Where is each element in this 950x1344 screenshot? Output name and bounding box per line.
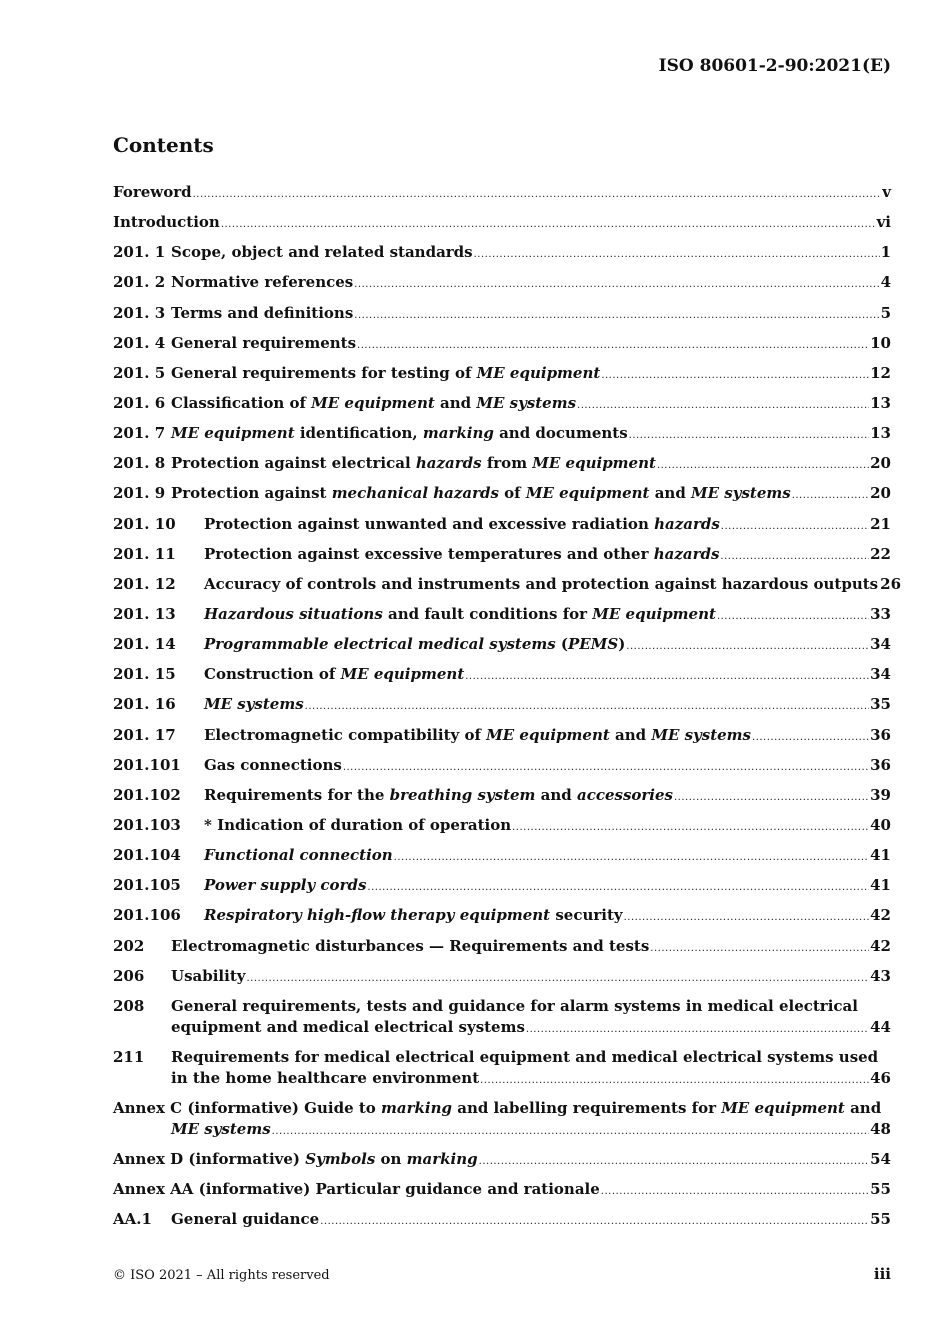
toc-entry-title bbox=[204, 786, 673, 804]
toc-entry-title bbox=[171, 364, 600, 382]
dot-leader bbox=[526, 1024, 869, 1035]
toc-title-segment: and documents bbox=[493, 424, 628, 443]
toc-title-segment: Protection against electrical bbox=[171, 454, 416, 473]
toc-page-number: 33 bbox=[870, 604, 891, 623]
toc-entry[interactable] bbox=[113, 451, 891, 481]
toc-entry[interactable] bbox=[113, 602, 891, 632]
toc-title-segment: ME systems bbox=[691, 484, 791, 503]
toc-section-number: 201. 6 bbox=[113, 393, 166, 412]
toc-entry-title bbox=[171, 484, 791, 502]
dot-leader bbox=[512, 822, 869, 833]
toc-entry-title bbox=[171, 1120, 271, 1138]
toc-title-segment: from bbox=[481, 454, 533, 473]
toc-entry[interactable] bbox=[113, 994, 891, 1045]
toc-title-segment: Protection against bbox=[171, 484, 332, 503]
toc-entry-title bbox=[171, 304, 353, 322]
toc-title-segment: Gas connections bbox=[204, 755, 342, 774]
toc-title-segment: mechanical hazards bbox=[331, 484, 499, 503]
toc-page-number: 20 bbox=[870, 484, 891, 503]
toc-title-segment: Symbols bbox=[305, 1149, 376, 1168]
toc-title-segment: ME equipment bbox=[476, 363, 601, 382]
toc-title-segment: Hazardous situations bbox=[204, 604, 383, 623]
toc-entry-title bbox=[204, 635, 625, 653]
dot-leader bbox=[474, 249, 880, 260]
dot-leader bbox=[629, 430, 869, 441]
toc-entry-title bbox=[171, 454, 656, 472]
toc-section-number: 201. 14 bbox=[113, 635, 176, 654]
toc-title-segment: Classification of bbox=[171, 393, 312, 412]
toc-page-number: 12 bbox=[870, 363, 891, 382]
toc-title-segment: and fault conditions for bbox=[382, 604, 593, 623]
toc-entry-title bbox=[204, 515, 720, 533]
dot-leader bbox=[394, 852, 869, 863]
toc-title-segment: Respiratory high-flow therapy equipment bbox=[204, 906, 551, 925]
toc-page-number: 41 bbox=[870, 876, 891, 895]
toc-entry[interactable] bbox=[113, 391, 891, 421]
contents-title: Contents bbox=[113, 133, 214, 157]
toc-title-segment: Normative references bbox=[171, 273, 354, 292]
toc-entry-title bbox=[171, 424, 628, 442]
toc-title-segment: Electromagnetic compatibility of bbox=[204, 725, 487, 744]
toc-page-number: 48 bbox=[870, 1119, 891, 1138]
page-number: iii bbox=[873, 1265, 891, 1283]
toc-entry-title bbox=[171, 1210, 319, 1228]
toc-section-number: 201.105 bbox=[113, 876, 181, 895]
toc-page-number: 10 bbox=[870, 333, 891, 352]
toc-page-number: 54 bbox=[870, 1149, 891, 1168]
toc-section-number: 201.101 bbox=[113, 755, 181, 774]
toc-section-number: 211 bbox=[113, 1047, 145, 1066]
toc-title-segment: General requirements bbox=[171, 333, 357, 352]
toc-entry[interactable] bbox=[113, 1177, 891, 1207]
dot-leader bbox=[320, 1216, 869, 1227]
toc-section-number: 206 bbox=[113, 966, 145, 985]
toc-entry-title bbox=[204, 605, 716, 623]
toc-section-number: 201. 8 bbox=[113, 454, 166, 473]
toc-page-number: 36 bbox=[870, 725, 891, 744]
toc-entry[interactable] bbox=[113, 1147, 891, 1177]
toc-entry[interactable] bbox=[113, 1096, 891, 1147]
dot-leader bbox=[357, 340, 869, 351]
toc-page-number: 13 bbox=[870, 424, 891, 443]
toc-title-segment: ME equipment bbox=[592, 604, 716, 623]
toc-title-segment: Annex AA (informative) Particular guidance and rationale bbox=[113, 1179, 600, 1198]
dot-leader bbox=[650, 943, 869, 954]
toc-entry[interactable] bbox=[113, 180, 891, 210]
toc-page-number: 26 bbox=[880, 574, 902, 593]
toc-page-number: 44 bbox=[870, 1017, 891, 1036]
toc-title-segment: ME equipment bbox=[721, 1098, 845, 1117]
toc-section-number: 201. 10 bbox=[113, 514, 176, 533]
dot-leader bbox=[465, 671, 869, 682]
toc-entry-title bbox=[204, 665, 464, 683]
toc-section-number: 201.106 bbox=[113, 906, 181, 925]
dot-leader bbox=[657, 460, 869, 471]
dot-leader bbox=[717, 611, 869, 622]
toc-entry-title bbox=[113, 213, 220, 231]
toc-page-number: 40 bbox=[870, 815, 891, 834]
toc-title-segment: ME equipment bbox=[311, 393, 435, 412]
toc-page-number: 21 bbox=[870, 514, 891, 533]
dot-leader bbox=[674, 792, 869, 803]
toc-title-segment: ME equipment bbox=[532, 454, 656, 473]
toc-section-number: 201. 16 bbox=[113, 695, 176, 714]
toc-entry[interactable] bbox=[113, 361, 891, 391]
toc-entry-title bbox=[113, 1099, 881, 1117]
toc-title-segment: Introduction bbox=[113, 213, 220, 232]
toc-entry[interactable] bbox=[113, 542, 891, 572]
toc-entry-title bbox=[171, 334, 356, 352]
toc-title-segment: and bbox=[535, 785, 577, 804]
toc-entry-title bbox=[113, 1150, 478, 1168]
toc-section-number: 201. 9 bbox=[113, 484, 166, 503]
toc-title-segment: and labelling requirements for bbox=[452, 1098, 722, 1117]
toc-entry[interactable] bbox=[113, 753, 891, 783]
toc-entry[interactable] bbox=[113, 843, 891, 873]
toc-title-segment: Annex D (informative) bbox=[113, 1149, 306, 1168]
toc-entry-title bbox=[171, 394, 576, 412]
toc-title-segment: accessories bbox=[576, 785, 673, 804]
toc-page-number: 39 bbox=[870, 785, 891, 804]
toc-entry-title bbox=[171, 273, 353, 291]
toc-title-segment: Functional connection bbox=[204, 846, 393, 865]
toc-entry[interactable] bbox=[113, 964, 891, 994]
dot-leader bbox=[272, 1126, 869, 1137]
toc-title-segment: Scope, object and related standards bbox=[171, 243, 473, 262]
toc-page-number: 22 bbox=[870, 544, 891, 563]
dot-leader bbox=[354, 279, 879, 290]
toc-title-segment: General guidance bbox=[171, 1210, 320, 1229]
toc-entry[interactable] bbox=[113, 723, 891, 753]
toc-entry-title bbox=[204, 545, 719, 563]
toc-entry[interactable] bbox=[113, 1045, 891, 1096]
toc-section-number: 201.104 bbox=[113, 846, 181, 865]
toc-title-segment: ) bbox=[618, 635, 626, 654]
toc-entry-title bbox=[204, 756, 342, 774]
toc-section-number: 201. 3 bbox=[113, 303, 166, 322]
toc-title-segment: marking bbox=[381, 1098, 452, 1117]
toc-entry[interactable] bbox=[113, 632, 891, 662]
toc-entry-title bbox=[171, 243, 473, 261]
toc-entry-title bbox=[204, 575, 878, 593]
toc-entry-title bbox=[171, 967, 245, 985]
toc-title-segment: of bbox=[498, 484, 526, 503]
toc-title-segment: Requirements for the bbox=[204, 785, 390, 804]
dot-leader bbox=[626, 641, 869, 652]
toc-entry[interactable] bbox=[113, 1207, 891, 1237]
toc-title-segment: Foreword bbox=[113, 183, 192, 201]
dot-leader bbox=[792, 490, 869, 501]
toc-title-segment: and bbox=[609, 725, 652, 744]
toc-entry[interactable] bbox=[113, 572, 902, 602]
toc-entry[interactable] bbox=[113, 813, 891, 843]
toc-section-number: 202 bbox=[113, 936, 145, 955]
toc-entry[interactable] bbox=[113, 662, 891, 692]
toc-title-segment: ME systems bbox=[171, 1119, 271, 1138]
toc-page-number: 41 bbox=[870, 846, 891, 865]
toc-entry[interactable] bbox=[113, 331, 891, 361]
toc-title-segment: breathing system bbox=[389, 785, 536, 804]
toc-entry[interactable] bbox=[113, 210, 891, 240]
toc-entry[interactable] bbox=[113, 934, 891, 964]
toc-title-segment: and bbox=[649, 484, 692, 503]
toc-title-segment: identification, bbox=[294, 424, 423, 443]
dot-leader bbox=[601, 370, 869, 381]
dot-leader bbox=[577, 400, 869, 411]
toc-entry[interactable] bbox=[113, 421, 891, 451]
toc-page-number: 20 bbox=[870, 454, 891, 473]
toc-page-number: 46 bbox=[870, 1068, 891, 1087]
toc-section-number: 201. 7 bbox=[113, 424, 166, 443]
toc-page-number: 42 bbox=[870, 936, 891, 955]
dot-leader bbox=[752, 732, 869, 743]
toc-title-segment: ME equipment bbox=[525, 484, 650, 503]
copyright-notice: © ISO 2021 – All rights reserved bbox=[113, 1268, 330, 1283]
toc-title-segment: Requirements for medical electrical equipment and medical electrical systems used bbox=[171, 1047, 879, 1066]
toc-page-number: 55 bbox=[870, 1179, 891, 1198]
toc-title-segment: * Indication of duration of operation bbox=[204, 815, 512, 834]
dot-leader bbox=[354, 310, 879, 321]
toc-entry-title bbox=[204, 846, 393, 864]
toc-entry-title bbox=[113, 1180, 600, 1198]
dot-leader bbox=[221, 219, 876, 230]
toc-page-number: 13 bbox=[870, 393, 891, 412]
toc-title-segment: PEMS bbox=[568, 635, 619, 654]
dot-leader bbox=[720, 551, 869, 562]
dot-leader bbox=[367, 882, 869, 893]
toc-title-segment: ME systems bbox=[476, 393, 577, 412]
toc-section-number: 201. 12 bbox=[113, 574, 176, 593]
toc-page-number: 35 bbox=[870, 695, 891, 714]
toc-title-segment: Annex C (informative) Guide to bbox=[113, 1098, 382, 1117]
document-id: ISO 80601-2-90:2021(E) bbox=[658, 56, 891, 76]
dot-leader bbox=[305, 701, 869, 712]
toc-entry-title bbox=[204, 816, 511, 834]
toc-entry[interactable] bbox=[113, 270, 891, 300]
toc-section-number: 201. 15 bbox=[113, 665, 176, 684]
dot-leader bbox=[601, 1186, 869, 1197]
dot-leader bbox=[246, 973, 869, 984]
toc-page-number: 55 bbox=[870, 1210, 891, 1229]
toc-section-number: 201. 4 bbox=[113, 333, 166, 352]
toc-entry[interactable] bbox=[113, 873, 891, 903]
toc-section-number: 201. 5 bbox=[113, 363, 166, 382]
toc-entry[interactable] bbox=[113, 692, 891, 722]
toc-title-segment: hazards bbox=[654, 514, 720, 533]
toc-page-number: 34 bbox=[870, 665, 891, 684]
toc-section-number: 208 bbox=[113, 996, 145, 1015]
toc-entry[interactable] bbox=[113, 240, 891, 270]
toc-section-number: 201. 13 bbox=[113, 604, 176, 623]
toc-entry[interactable] bbox=[113, 783, 891, 813]
toc-title-segment: Programmable electrical medical systems bbox=[204, 635, 556, 654]
toc-page-number: 42 bbox=[870, 906, 891, 925]
toc-entry-title bbox=[171, 1018, 525, 1036]
toc-title-segment: Protection against unwanted and excessive radiation bbox=[204, 514, 655, 533]
toc-section-number: 201.102 bbox=[113, 785, 181, 804]
toc-title-segment: equipment and medical electrical systems bbox=[171, 1017, 525, 1036]
toc-page-number: 36 bbox=[870, 755, 891, 774]
toc-page-number: 34 bbox=[870, 635, 891, 654]
toc-section-number: 201. 2 bbox=[113, 273, 166, 292]
toc-page-number: 43 bbox=[870, 966, 891, 985]
toc-title-segment: ME systems bbox=[204, 695, 304, 714]
toc-title-segment: Protection against excessive temperatures and other bbox=[204, 544, 654, 563]
toc-title-segment: Power supply cords bbox=[204, 876, 367, 895]
toc-title-segment: Usability bbox=[171, 966, 246, 985]
toc-section-number: 201. 17 bbox=[113, 725, 176, 744]
toc-title-segment: ME equipment bbox=[486, 725, 610, 744]
toc-entry-title bbox=[204, 876, 366, 894]
toc-title-segment: ( bbox=[555, 635, 569, 654]
toc-entry-title bbox=[204, 726, 751, 744]
toc-entry-title bbox=[113, 183, 192, 201]
toc-title-segment: in the home healthcare environment bbox=[171, 1068, 480, 1087]
toc-section-number: AA.1 bbox=[113, 1210, 152, 1229]
toc-title-segment: Electromagnetic disturbances — Requirements and tests bbox=[171, 936, 650, 955]
toc-page-number: v bbox=[882, 183, 891, 201]
toc-page-number: 5 bbox=[880, 303, 891, 322]
toc-section-number: 201.103 bbox=[113, 815, 181, 834]
dot-leader bbox=[480, 1075, 869, 1086]
toc-title-segment: General requirements, tests and guidance for alarm systems in medical electrical bbox=[171, 996, 858, 1015]
toc-title-segment: ME equipment bbox=[340, 665, 465, 684]
toc-entry-title bbox=[171, 1069, 479, 1087]
toc-entry-title bbox=[204, 695, 304, 713]
toc-page-number: 1 bbox=[880, 243, 891, 262]
toc-entry-title bbox=[204, 906, 623, 924]
dot-leader bbox=[479, 1156, 869, 1167]
dot-leader bbox=[624, 912, 870, 923]
toc-entry-title bbox=[171, 997, 858, 1015]
table-of-contents bbox=[113, 180, 902, 1237]
toc-page-number: 4 bbox=[880, 273, 891, 292]
toc-title-segment: Terms and definitions bbox=[171, 303, 354, 322]
toc-title-segment: Construction of bbox=[204, 665, 341, 684]
toc-title-segment: marking bbox=[422, 424, 494, 443]
toc-title-segment: General requirements for testing of bbox=[171, 363, 477, 382]
toc-entry[interactable] bbox=[113, 512, 891, 542]
toc-title-segment: ME equipment bbox=[171, 424, 295, 443]
toc-entry[interactable] bbox=[113, 481, 891, 511]
toc-entry-title bbox=[171, 1048, 878, 1066]
toc-title-segment: and bbox=[434, 393, 477, 412]
toc-entry[interactable] bbox=[113, 301, 891, 331]
toc-section-number: 201. 11 bbox=[113, 544, 176, 563]
dot-leader bbox=[721, 521, 869, 532]
toc-page-number: vi bbox=[876, 213, 891, 232]
toc-title-segment: hazards bbox=[653, 544, 720, 563]
toc-title-segment: ME systems bbox=[651, 725, 751, 744]
toc-title-segment: marking bbox=[406, 1149, 478, 1168]
dot-leader bbox=[343, 762, 869, 773]
toc-title-segment: Accuracy of controls and instruments and protection against hazardous outputs bbox=[204, 574, 879, 593]
dot-leader bbox=[193, 189, 882, 200]
toc-title-segment: hazards bbox=[415, 454, 482, 473]
toc-title-segment: on bbox=[375, 1149, 407, 1168]
toc-section-number: 201. 1 bbox=[113, 243, 166, 262]
toc-entry-title bbox=[171, 937, 649, 955]
toc-title-segment: security bbox=[550, 906, 623, 925]
toc-entry[interactable] bbox=[113, 903, 891, 933]
toc-title-segment: and bbox=[844, 1098, 882, 1117]
